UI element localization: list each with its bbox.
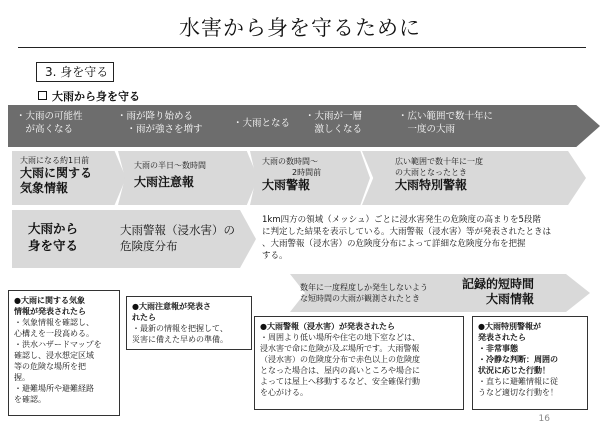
note-warning: ●大雨警報（浸水害）が発表されたら ・周囲より低い場所や住宅の地下室などは、 浸水害で命に危険が及ぶ場所です。大雨警報 （浸水害）の危険度分布で赤色以上の危険度 となった場合は、屋内の高いところや場合に よっては屋上へ移動するなど、安全確保行動 を心がける。: [254, 316, 464, 410]
note-advisory: ●大雨注意報が発表さ れたら ・最新の情報を把握して、 災害に備えた早めの準備。: [126, 296, 252, 350]
section-label: 3. 身を守る: [36, 62, 114, 82]
arrow-label-5: ・広い範囲で数十年に 一度の大雨: [398, 111, 494, 135]
subsection-label: [38, 88, 140, 104]
stage-advisory-text: 大雨の半日～数時間 大雨注意報: [134, 161, 206, 189]
square-bullet-icon: [38, 91, 47, 100]
stage-special-warning-text: 広い範囲で数十年に一度 の大雨となったとき 大雨特別警報: [395, 157, 483, 192]
stage-weather-info-text: 大雨になる約1日前 大雨に関する 気象情報: [20, 156, 93, 195]
page-number: 16: [538, 414, 550, 424]
title-divider: [18, 47, 586, 48]
record-rainfall-name: 記録的短時間 大雨情報: [462, 277, 535, 306]
subsection-text: 大雨から身を守る: [52, 90, 140, 103]
protect-label: 大雨から 身を守る: [28, 221, 79, 253]
arrow-label-1: ・大雨の可能性 が高くなる: [16, 111, 83, 135]
page-title: 水害から身を守るために: [179, 16, 421, 40]
timeline-arrow: [8, 105, 600, 147]
arrow-label-2: ・雨が降り始める ・雨が強さを増す: [117, 111, 203, 135]
note-special-warning: ●大雨特別警報が 発表されたら ・非常事態 ・冷静な判断：周囲の 状況に応じた行動！ ・直ちに避難情報に従 うなど適切な行動を！: [472, 316, 588, 410]
risk-map-description: 1km四方の領域（メッシュ）ごとに浸水害発生の危険度の高まりを5段階 に判定した結果を表示している。大雨警報（浸水害）等が発表されたときは 、大雨警報（浸水害）の危険度分布によって詳細な危険度分布を把握 する。: [262, 215, 552, 261]
note-weather-info: ●大雨に関する気象 情報が発表されたら ・気象情報を確認し、 心構えを一段高める。 ・洪水ハザードマップを 確認し、浸水想定区域 等の危険な場所を把 握。 ・避難場所や避難経路 を確認。: [8, 290, 120, 416]
record-rainfall-description: 数年に一度程度しか発生しないよう な短時間の大雨が観測されたとき: [300, 283, 428, 303]
risk-map-label: 大雨警報（浸水害）の 危険度分布: [120, 223, 235, 253]
arrow-label-3: ・大雨となる: [233, 118, 291, 129]
stage-warning-text: 大雨の数時間～ 2時間前 大雨警報: [262, 157, 322, 192]
arrow-label-4: ・大雨が一層 激しくなる: [305, 111, 363, 135]
